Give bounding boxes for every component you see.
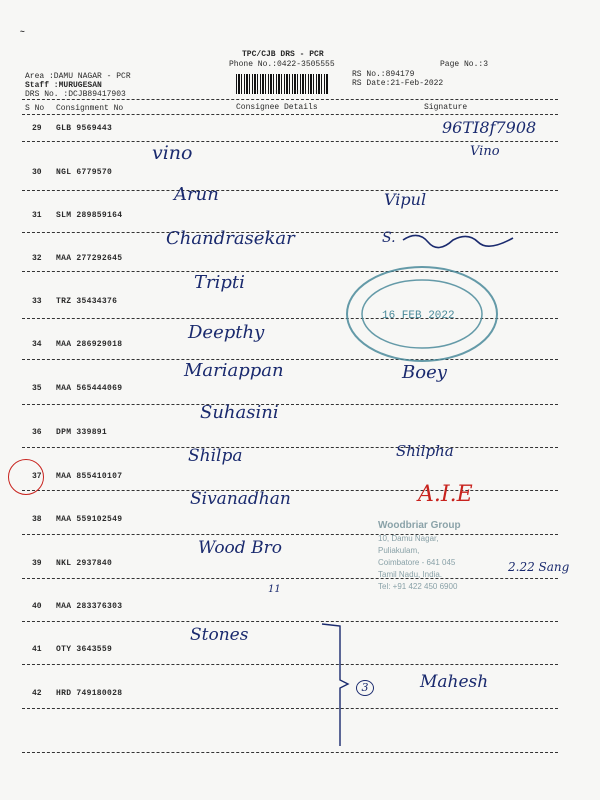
row-sno: 30 — [32, 168, 42, 177]
stamp-line: Puliakulam, — [378, 546, 420, 555]
signature: Vino — [470, 144, 500, 159]
signature: Boey — [402, 362, 447, 383]
handwritten-name: Wood Bro — [198, 538, 282, 558]
page-number: Page No.:3 — [440, 60, 489, 69]
signature: A.I.E — [418, 482, 473, 507]
row-divider — [22, 621, 558, 622]
divider — [22, 114, 558, 115]
handwritten-name: Sivanadhan — [190, 489, 291, 509]
row-sno: 37 — [32, 472, 42, 481]
row-consignment: HRD 749180028 — [56, 689, 123, 698]
handwritten-name: Arun — [174, 184, 219, 205]
stamp-line: Tamil Nadu, India. — [378, 570, 443, 579]
row-divider — [22, 534, 558, 535]
area-label: Area :DAMU NAGAR - PCR — [25, 72, 131, 81]
row-divider — [22, 190, 558, 191]
handwritten-name: Tripti — [194, 272, 245, 293]
row-consignment: MAA 283376303 — [56, 602, 123, 611]
signature-scribble — [398, 226, 518, 250]
row-consignment: MAA 559102549 — [56, 515, 123, 524]
barcode — [236, 74, 328, 94]
drs-number: DRS No. :DCJB89417903 — [25, 90, 126, 99]
col-consignee: Consignee Details — [236, 103, 318, 112]
col-consignment: Consignment No — [56, 104, 124, 113]
row-divider — [22, 664, 558, 665]
row-consignment: MAA 277292645 — [56, 254, 123, 263]
row-consignment: GLB 9569443 — [56, 124, 113, 133]
divider — [22, 99, 558, 100]
bracket-mark — [318, 620, 354, 750]
row-consignment: DPM 339891 — [56, 428, 108, 437]
row-sno: 40 — [32, 602, 42, 611]
row-sno: 35 — [32, 384, 42, 393]
row-consignment: TRZ 35434376 — [56, 297, 118, 306]
handwritten-name: Shilpa — [188, 446, 243, 466]
stamp-date: 16 FEB 2022 — [382, 310, 455, 322]
row-divider — [22, 708, 558, 709]
signature: Mahesh — [420, 672, 489, 692]
date-stamp — [342, 262, 502, 366]
row-sno: 31 — [32, 211, 42, 220]
row-sno: 39 — [32, 559, 42, 568]
row-sno: 41 — [32, 645, 42, 654]
row-consignment: NKL 2937840 — [56, 559, 113, 568]
stamp-line: Coimbatore - 641 045 — [378, 558, 456, 567]
row-sno: 33 — [32, 297, 42, 306]
row-sno: 34 — [32, 340, 42, 349]
row-consignment: MAA 565444069 — [56, 384, 123, 393]
handwritten-name: vino — [152, 142, 193, 164]
signature: Shilpha — [396, 442, 454, 460]
stamp-line: 10, Damu Nagar, — [378, 534, 439, 543]
row-divider — [22, 404, 558, 405]
row-consignment: OTY 3643559 — [56, 645, 113, 654]
col-sno: S No — [25, 104, 45, 113]
handwritten-name: Chandrasekar — [166, 228, 295, 249]
row-divider — [22, 752, 558, 753]
row-divider — [22, 447, 558, 448]
signature: 96TI8f7908 — [442, 118, 537, 137]
handwritten-name: Suhasini — [200, 402, 279, 423]
rs-date: RS Date:21-Feb-2022 — [352, 79, 444, 88]
stamp-line: Woodbriar Group — [378, 520, 461, 531]
page-title: TPC/CJB DRS - PCR — [242, 50, 324, 59]
row-sno: 36 — [32, 428, 42, 437]
row-sno: 32 — [32, 254, 42, 263]
row-sno: 38 — [32, 515, 42, 524]
row-divider — [22, 578, 558, 579]
phone-number: Phone No.:0422-3505555 — [229, 60, 335, 69]
row-sno: 29 — [32, 124, 42, 133]
col-signature: Signature — [424, 103, 468, 112]
rs-number: RS No.:894179 — [352, 70, 415, 79]
row-consignment: MAA 855410107 — [56, 472, 123, 481]
handwritten-name: Mariappan — [184, 360, 284, 381]
circled-mark: 3 — [356, 680, 374, 696]
row-consignment: NGL 6779570 — [56, 168, 113, 177]
row-sno: 42 — [32, 689, 42, 698]
handwritten-name: Deepthy — [188, 322, 265, 343]
staff-label: Staff :MURUGESAN — [25, 81, 102, 90]
signature: 2.22 Sang — [508, 560, 570, 574]
handwritten-name: 11 — [268, 584, 281, 595]
row-consignment: SLM 289859164 — [56, 211, 123, 220]
signature: S. — [382, 230, 396, 246]
handwritten-name: Stones — [190, 625, 249, 645]
signature: Vipul — [384, 190, 427, 209]
stamp-line: Tel: +91 422 450 6900 — [378, 582, 458, 591]
row-consignment: MAA 286929018 — [56, 340, 123, 349]
red-circle-mark — [8, 459, 44, 495]
top-mark: ~ — [20, 28, 25, 37]
row-divider — [22, 141, 558, 142]
